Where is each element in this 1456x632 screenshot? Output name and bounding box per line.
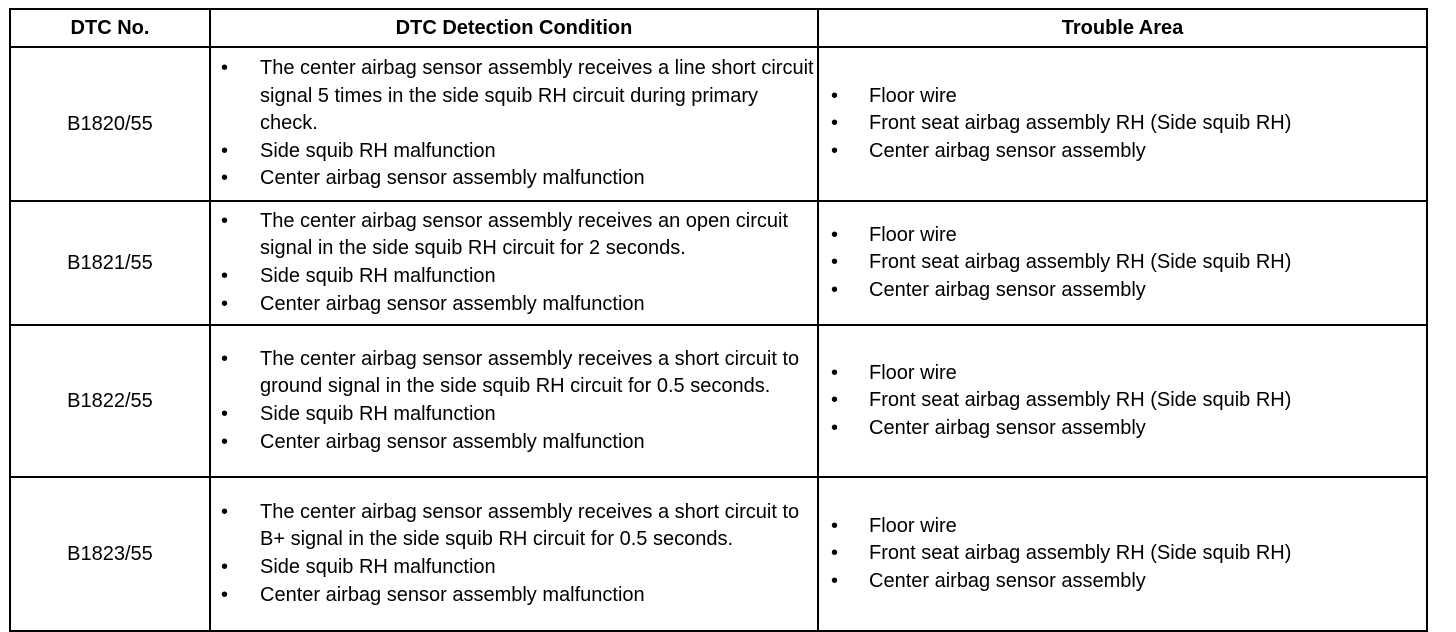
list-item: • Center airbag sensor assembly <box>819 277 1426 305</box>
dtc-code: B1823/55 <box>10 477 210 631</box>
bullet-icon: • <box>221 556 229 578</box>
list-item: • The center airbag sensor assembly receives a short circuit to B+ signal in the side squib RH circuit for 0.5 seconds. <box>221 500 800 551</box>
list-item: • Floor wire <box>819 222 1426 250</box>
list-item: • Front seat airbag assembly RH (Side squib RH) <box>819 540 1426 568</box>
dtc-code: B1821/55 <box>10 201 210 325</box>
trouble-area-list <box>819 513 1426 596</box>
trouble-area-list <box>819 222 1426 305</box>
trouble-area-cell <box>818 325 1427 477</box>
header-detection-condition: DTC Detection Condition <box>210 9 818 47</box>
list-item: • Center airbag sensor assembly malfunction <box>211 291 817 319</box>
list-item: • Side squib RH malfunction <box>211 401 817 429</box>
bullet-icon: • <box>831 112 839 135</box>
table-row <box>10 477 1427 631</box>
bullet-icon: • <box>221 403 229 425</box>
list-item: • Center airbag sensor assembly malfunction <box>211 429 817 457</box>
bullet-icon: • <box>221 583 229 606</box>
bullet-icon: • <box>221 209 229 232</box>
bullet-icon: • <box>831 542 839 565</box>
list-item: • The center airbag sensor assembly receives an open circuit signal in the side squib RH circuit for 2 seconds. <box>221 209 789 260</box>
table-row <box>10 325 1427 477</box>
bullet-icon: • <box>221 430 229 453</box>
table-row <box>10 201 1427 325</box>
bullet-icon: • <box>831 416 839 439</box>
bullet-icon: • <box>831 84 839 107</box>
bullet-icon: • <box>221 292 229 315</box>
header-dtc-no: DTC No. <box>10 9 210 47</box>
bullet-icon: • <box>221 167 229 190</box>
bullet-icon: • <box>831 223 839 246</box>
bullet-icon: • <box>221 139 229 162</box>
dtc-table <box>9 8 1428 632</box>
detection-condition-cell <box>210 201 818 325</box>
bullet-icon: • <box>221 347 229 370</box>
list-item: • Floor wire <box>819 360 1426 388</box>
bullet-icon: • <box>831 569 839 592</box>
list-item: • Front seat airbag assembly RH (Side squib RH) <box>819 110 1426 138</box>
list-item: • Floor wire <box>819 83 1426 111</box>
trouble-area-list <box>819 83 1426 166</box>
trouble-area-cell <box>818 47 1427 201</box>
detection-condition-cell <box>210 325 818 477</box>
trouble-area-cell <box>818 477 1427 631</box>
header-trouble-area: Trouble Area <box>818 9 1427 47</box>
bullet-icon: • <box>831 389 839 412</box>
bullet-icon: • <box>221 265 229 287</box>
list-item: • Side squib RH malfunction <box>211 263 817 291</box>
dtc-code: B1820/55 <box>10 47 210 201</box>
detection-condition-cell <box>210 47 818 201</box>
list-item: • The center airbag sensor assembly receives a line short circuit signal 5 times in the side squib RH circuit during primary check. <box>221 57 814 135</box>
bullet-icon: • <box>831 251 839 274</box>
bullet-icon: • <box>831 139 839 162</box>
bullet-icon: • <box>831 514 839 537</box>
list-item: • Center airbag sensor assembly malfunction <box>211 582 817 610</box>
list-item: • Side squib RH malfunction <box>211 554 817 582</box>
list-item: • Floor wire <box>819 513 1426 541</box>
list-item: • Side squib RH malfunction <box>211 138 817 166</box>
bullet-icon: • <box>831 361 839 384</box>
header-row <box>10 9 1427 47</box>
detection-condition-cell <box>210 477 818 631</box>
list-item: • Center airbag sensor assembly <box>819 415 1426 443</box>
bullet-icon: • <box>221 500 229 523</box>
trouble-area-list <box>819 360 1426 443</box>
bullet-icon: • <box>831 278 839 301</box>
condition-list <box>211 499 817 609</box>
condition-list <box>211 346 817 456</box>
table-row <box>10 47 1427 201</box>
list-item: • Center airbag sensor assembly <box>819 138 1426 166</box>
list-item: • Center airbag sensor assembly <box>819 568 1426 596</box>
list-item: • Center airbag sensor assembly malfunction <box>211 165 817 193</box>
condition-list <box>211 208 817 318</box>
trouble-area-cell <box>818 201 1427 325</box>
list-item: • Front seat airbag assembly RH (Side squib RH) <box>819 249 1426 277</box>
bullet-icon: • <box>221 57 229 80</box>
list-item: • The center airbag sensor assembly receives a short circuit to ground signal in the side squib RH circuit for 0.5 seconds. <box>221 347 800 398</box>
dtc-code: B1822/55 <box>10 325 210 477</box>
list-item: • Front seat airbag assembly RH (Side squib RH) <box>819 387 1426 415</box>
condition-list <box>211 55 817 193</box>
